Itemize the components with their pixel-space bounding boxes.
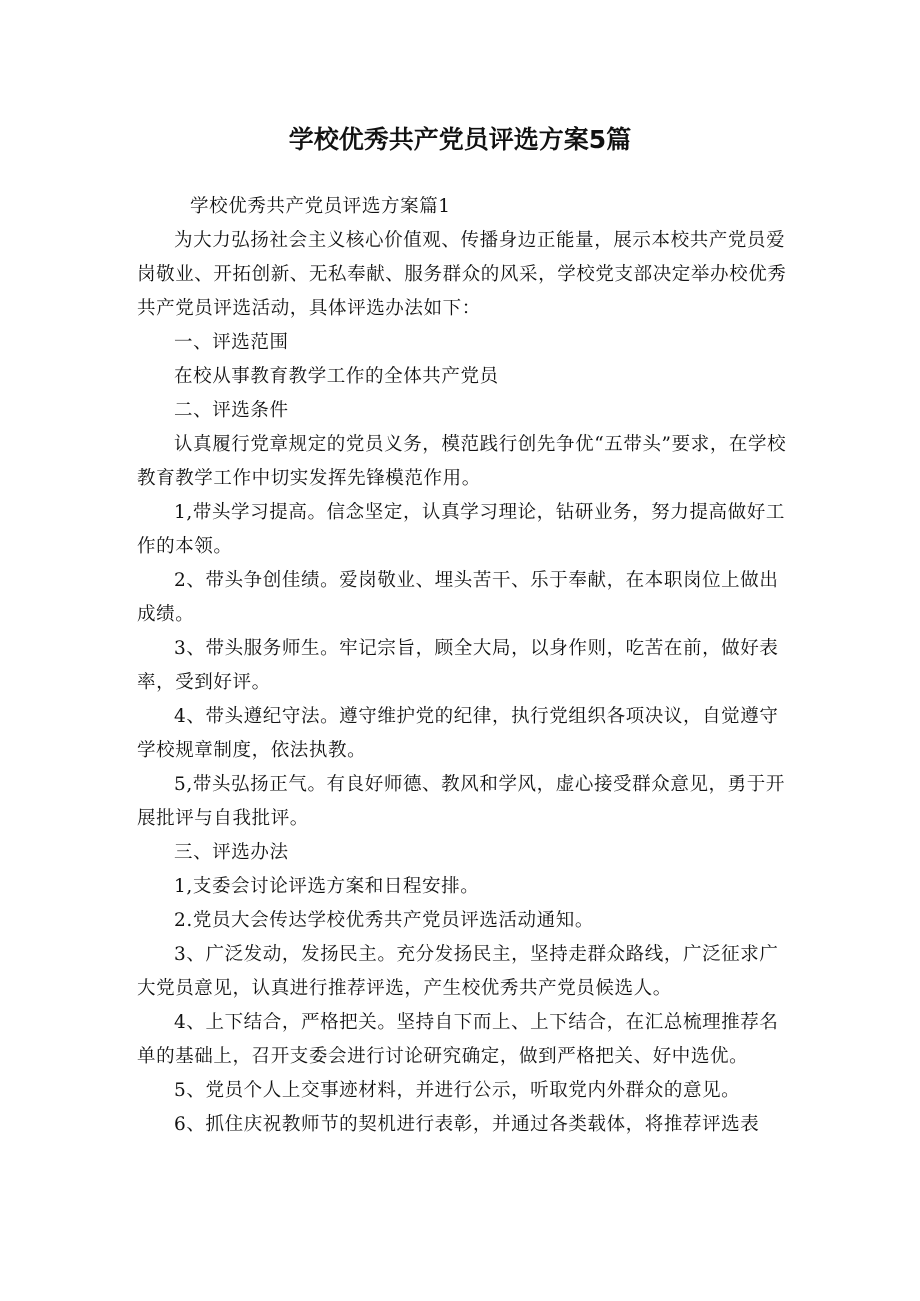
heading-conditions: 二、评选条件 (174, 400, 289, 421)
method-item-3: 3、广泛发动，发扬民主。充分发扬民主，坚持走群众路线，广泛征求广大党员意见，认真进行推荐评选，产生校优秀共产党员候选人。 (137, 944, 779, 999)
condition-item-5: 5,带头弘扬正气。有良好师德、教风和学风，虚心接受群众意见，勇于开展批评与自我批评。 (137, 774, 785, 829)
document-body (137, 190, 792, 1142)
paragraph-scope: 在校从事教育教学工作的全体共产党员 (174, 366, 499, 387)
paragraph-conditions: 认真履行党章规定的党员义务，模范践行创先争优“五带头”要求，在学校教育教学工作中切实发挥先锋模范作用。 (137, 434, 787, 489)
condition-item-4: 4、带头遵纪守法。遵守维护党的纪律，执行党组织各项决议，自觉遵守学校规章制度，依法执教。 (137, 706, 779, 761)
condition-item-1: 1,带头学习提高。信念坚定，认真学习理论，钻研业务，努力提高做好工作的本领。 (137, 502, 785, 557)
method-item-5: 5、党员个人上交事迹材料，并进行公示，听取党内外群众的意见。 (174, 1080, 741, 1101)
heading-scope: 一、评选范围 (174, 332, 289, 353)
condition-item-2: 2、带头争创佳绩。爱岗敬业、埋头苦干、乐于奉献，在本职岗位上做出成绩。 (137, 570, 779, 625)
paragraph-intro: 为大力弘扬社会主义核心价值观、传播身边正能量，展示本校共产党员爱岗敬业、开拓创新、无私奉献、服务群众的风采，学校党支部决定举办校优秀共产党员评选活动，具体评选办法如下： (137, 230, 787, 319)
method-item-1: 1,支委会讨论评选方案和日程安排。 (174, 876, 480, 897)
method-item-2: 2.党员大会传达学校优秀共产党员评选活动通知。 (174, 910, 594, 931)
condition-item-3: 3、带头服务师生。牢记宗旨，顾全大局，以身作则，吃苦在前，做好表率，受到好评。 (137, 638, 779, 693)
heading-method: 三、评选办法 (174, 842, 289, 863)
section-subtitle: 学校优秀共产党员评选方案篇1 (190, 196, 451, 217)
method-item-6: 6、抓住庆祝教师节的契机进行表彰，并通过各类载体，将推荐评选表 (174, 1114, 760, 1135)
method-item-4: 4、上下结合，严格把关。坚持自下而上、上下结合，在汇总梳理推荐名单的基础上，召开支委会进行讨论研究确定，做到严格把关、好中选优。 (137, 1012, 779, 1067)
document-title: 学校优秀共产党员评选方案5篇 (288, 125, 632, 154)
